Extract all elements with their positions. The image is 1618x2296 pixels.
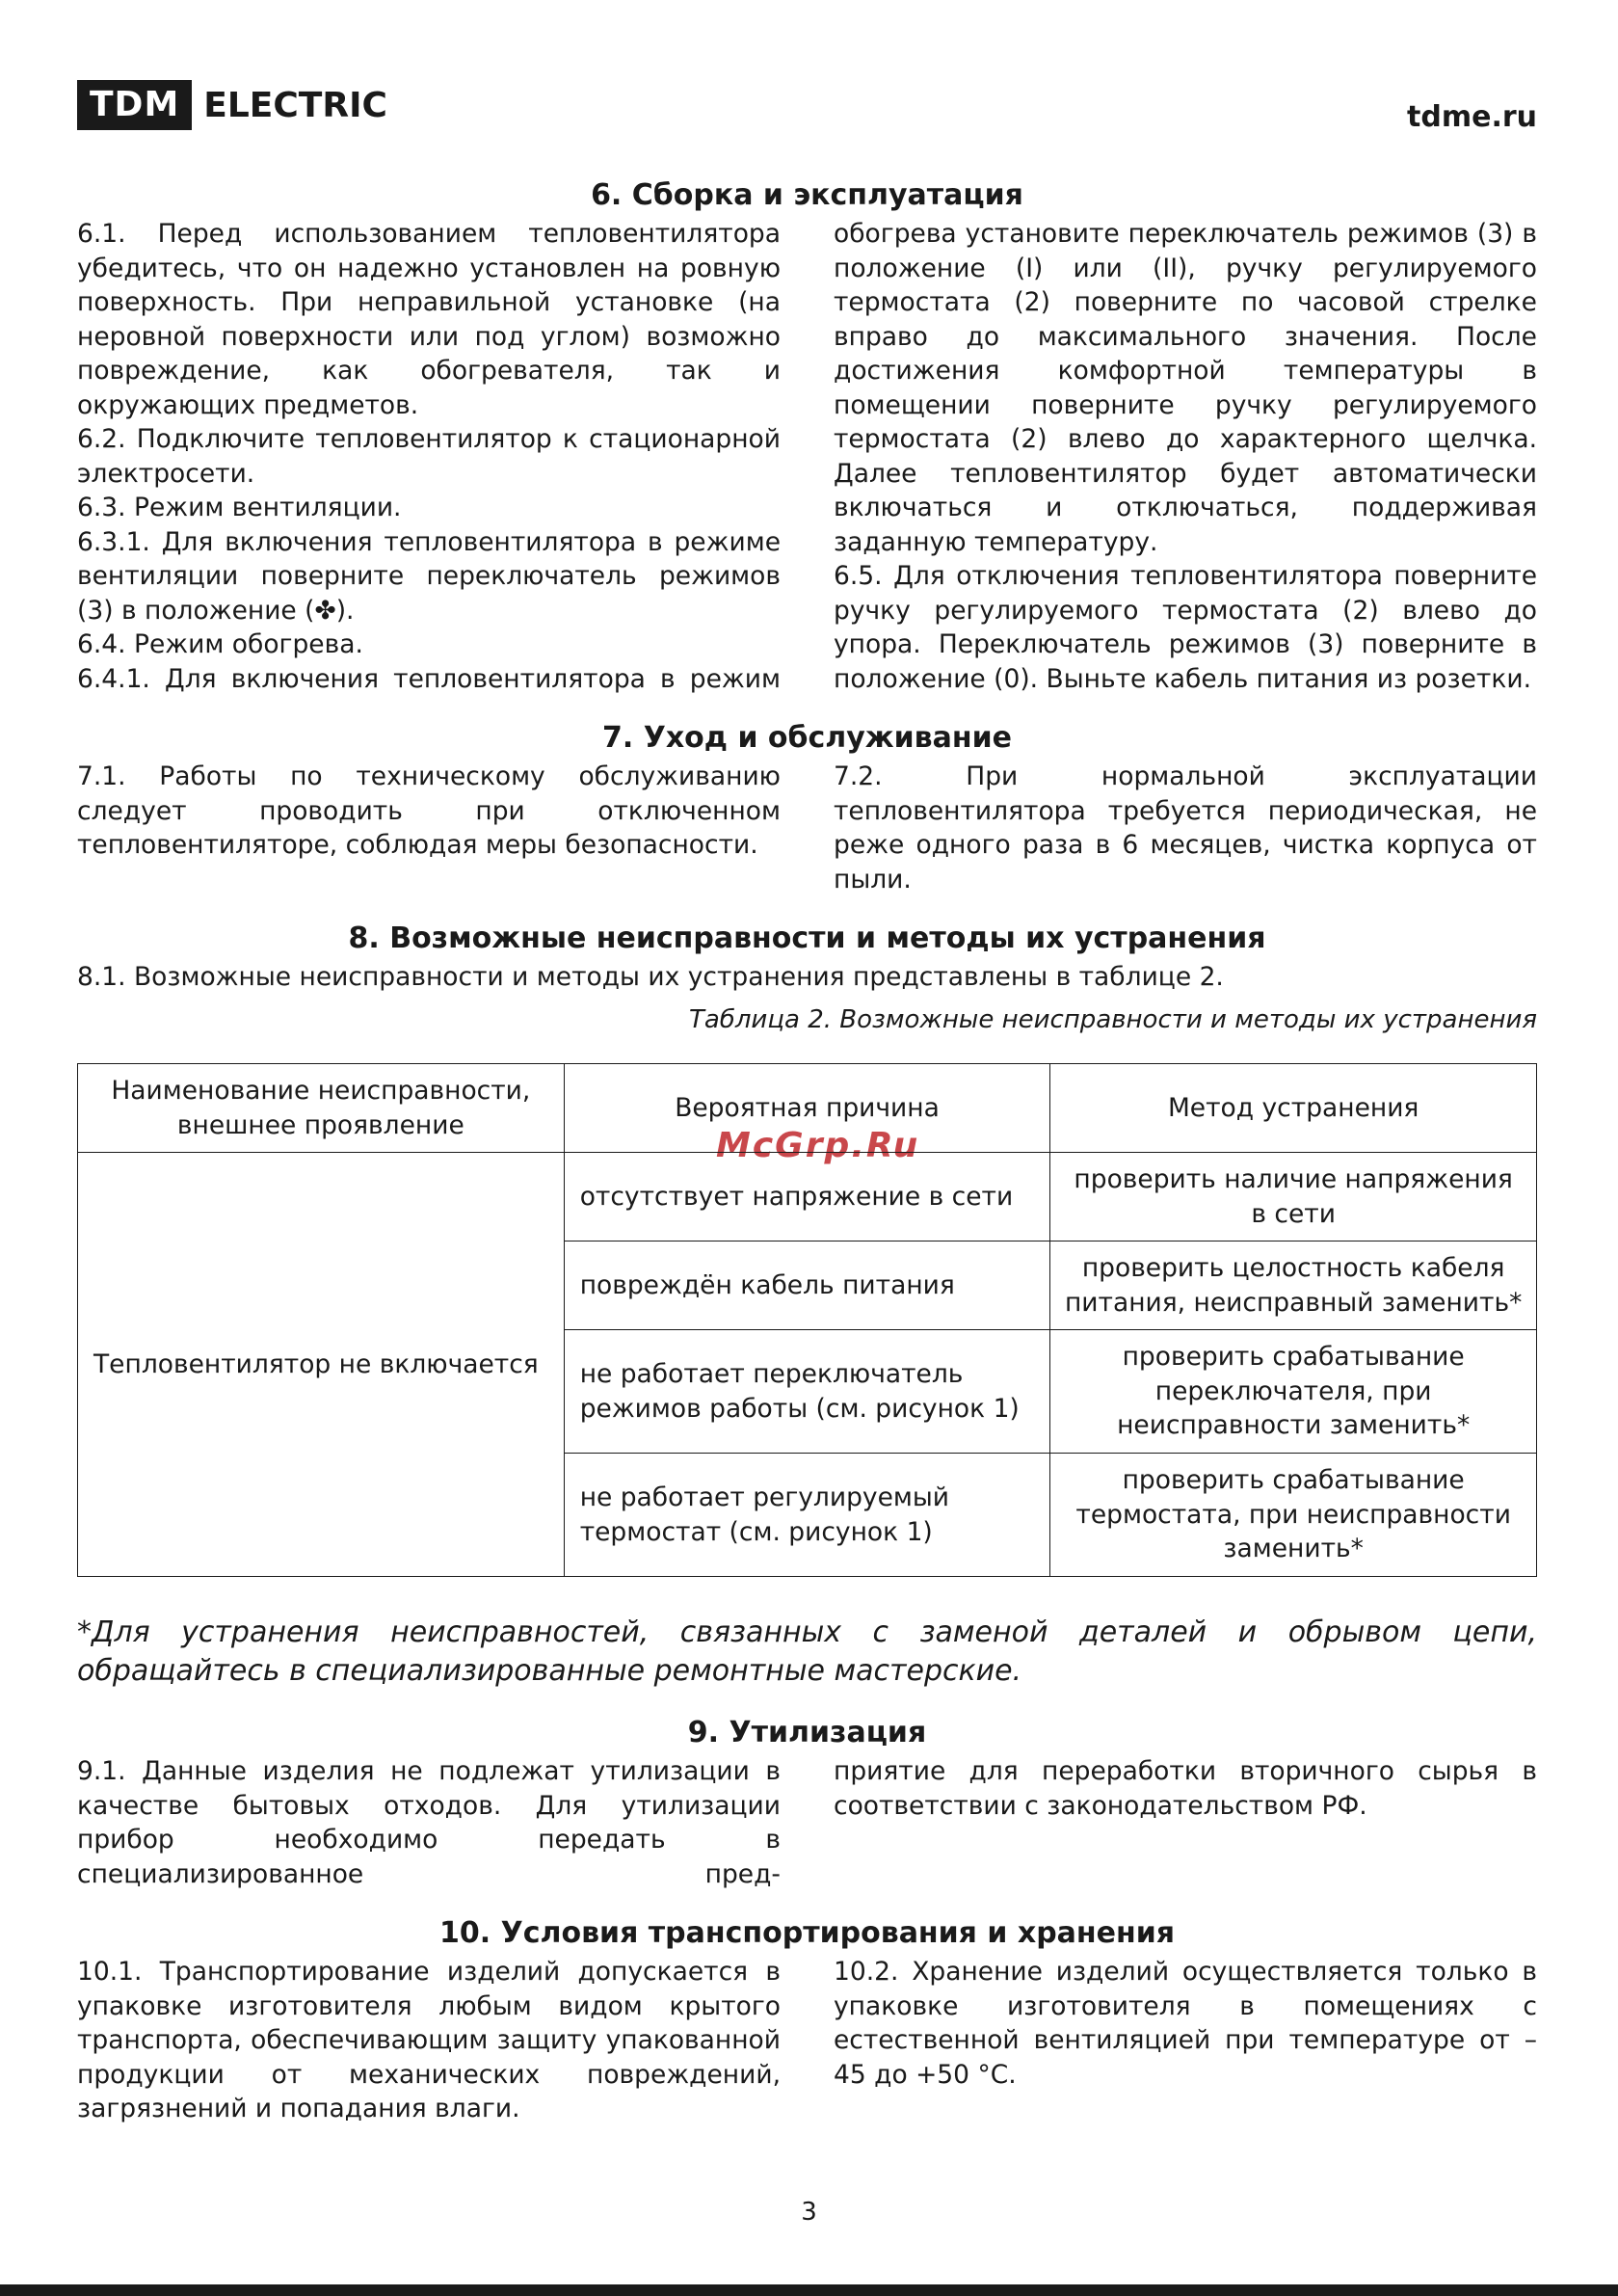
fix-cell: проверить целостность кабеля питания, неисправный заменить* (1050, 1241, 1537, 1330)
header-fix: Метод устранения (1050, 1064, 1537, 1153)
logo-box: TDM (77, 80, 192, 130)
watermark: McGrp.Ru (716, 1126, 920, 1165)
repair-note: *Для устранения неисправностей, связанных с заменой деталей и обрывом цепи, обращайтесь в специализированные ремонтные мастерские. (77, 1615, 1537, 1688)
bottom-bar (0, 2284, 1618, 2296)
cause-cell: не работает регулируемый термостат (см. рисунок 1) (564, 1454, 1050, 1577)
section-10-left-column (77, 1955, 781, 2126)
section-6-title: 6. Сборка и эксплуатация (591, 178, 1023, 212)
section-6 (77, 176, 1537, 696)
content (77, 176, 1537, 2126)
section-8 (77, 920, 1537, 1691)
cause-cell: повреждён кабель питания (564, 1241, 1050, 1330)
table-header-row (78, 1064, 1537, 1153)
section-6-right-column (834, 217, 1537, 696)
para-6-3-1: 6.3.1. Для включения тепловентилятора в режиме вентиляции поверните переключатель режимов (3) в положение (✤). (77, 526, 781, 626)
para-6-2: 6.2. Подключите тепловентилятор к стационарной электросети. (77, 424, 781, 489)
para-9-1: 9.1. Данные изделия не подлежат утилизации в качестве бытовых отходов. Для утилизации прибор необходимо передать в специализированное пред- (77, 1756, 781, 1889)
table-caption: Таблица 2. Возможные неисправности и методы их устранения (688, 1004, 1537, 1034)
para-8-1: 8.1. Возможные неисправности и методы их устранения представлены в таблице 2. (77, 962, 1224, 992)
para-6-4: 6.4. Режим обогрева. (77, 629, 363, 659)
section-9-columns (77, 1754, 1537, 1891)
section-9 (77, 1714, 1537, 1891)
section-7-columns (77, 760, 1537, 896)
para-6-1: 6.1. Перед использованием тепловентилятора убедитесь, что он надежно установлен на ровную поверхность. При неправильной установке (на неровной поверхности или под углом) возможно повреждение, как обогревателя, так и окружающих предметов. (77, 219, 781, 420)
fix-cell: проверить наличие напряжения в сети (1050, 1153, 1537, 1241)
fault-cell: Тепловентилятор не включается (78, 1153, 565, 1577)
page-number: 3 (801, 2198, 817, 2227)
tdm-logo (77, 80, 387, 130)
para-10-1: 10.1. Транспортирование изделий допускается в упаковке изготовителя любым видом крытого транспорта, обеспечивающим защиту упакованной продукции от механических повреждений, загрязнений и попадания влаги. (77, 1957, 781, 2123)
section-6-columns (77, 217, 1537, 696)
section-7-right-column (834, 760, 1537, 896)
header-cause: Вероятная причина (564, 1064, 1050, 1153)
section-10 (77, 1914, 1537, 2126)
section-10-right-column (834, 1955, 1537, 2126)
site-url: tdme.ru (1407, 100, 1537, 134)
section-7-title: 7. Уход и обслуживание (601, 721, 1012, 755)
para-6-5: 6.5. Для отключения тепловентилятора поверните ручку регулируемого термостата (2) влево до упора. Переключатель режимов (3) поверните в положение (0). Выньте кабель питания из розетки. (834, 561, 1537, 694)
section-7 (77, 719, 1537, 896)
logo-text: ELECTRIC (203, 85, 387, 125)
fix-cell: проверить срабатывание термостата, при неисправности заменить* (1050, 1454, 1537, 1577)
faults-table (77, 1063, 1537, 1577)
header-fault: Наименование неисправности, внешнее проявление (78, 1064, 565, 1153)
para-7-2: 7.2. При нормальной эксплуатации тепловентилятора требуется периодическая, не реже одного раза в 6 месяцев, чистка корпуса от пыли. (834, 761, 1537, 894)
para-7-1: 7.1. Работы по техническому обслуживанию следует проводить при отключенном тепловентиляторе, соблюдая меры безопасности. (77, 761, 781, 860)
cause-cell: отсутствует напряжение в сети (564, 1153, 1050, 1241)
para-10-2: 10.2. Хранение изделий осуществляется только в упаковке изготовителя в помещениях с естественной вентиляцией при температуре от –45 до +50 °C. (834, 1957, 1537, 2090)
section-7-left-column (77, 760, 781, 896)
para-6-3: 6.3. Режим вентиляции. (77, 493, 402, 522)
para-6-4-1-cont: обогрева установите переключатель режимов (3) в положение (I) или (II), ручку регулируемого термостата (2) поверните по часовой стрелке вправо до максимального значения. После достижения комфортной температуры в помещении поверните ручку регулируемого термостата (2) влево до характерного щелчка. Далее тепловентилятор будет автоматически включаться и отключаться, поддерживая заданную температуру. (834, 219, 1537, 557)
section-9-title: 9. Утилизация (687, 1716, 927, 1749)
cause-cell: не работает переключатель режимов работы (см. рисунок 1) (564, 1330, 1050, 1454)
section-9-right-column (834, 1754, 1537, 1891)
section-9-left-column (77, 1754, 781, 1891)
para-9-1-cont: приятие для переработки вторичного сырья в соответствии с законодательством РФ. (834, 1756, 1537, 1821)
section-10-columns (77, 1955, 1537, 2126)
fix-cell: проверить срабатывание переключателя, при неисправности заменить* (1050, 1330, 1537, 1454)
para-6-4-1: 6.4.1. Для включения тепловентилятора в режим (77, 663, 781, 694)
section-10-title: 10. Условия транспортирования и хранения (438, 1916, 1176, 1950)
section-6-left-column (77, 217, 781, 696)
section-8-title: 8. Возможные неисправности и методы их устранения (348, 921, 1266, 955)
table-row (78, 1153, 1537, 1241)
